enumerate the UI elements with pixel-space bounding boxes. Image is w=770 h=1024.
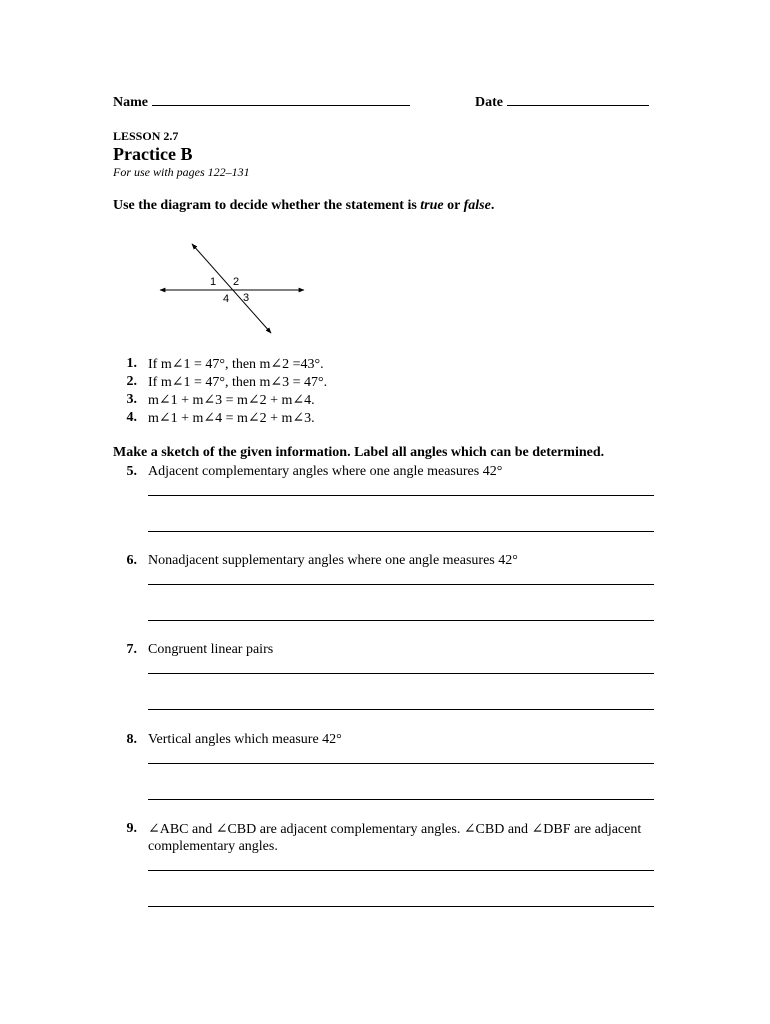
q9-answer-line-1[interactable] <box>148 870 654 871</box>
date-blank[interactable] <box>507 94 649 106</box>
q8-answer-line-2[interactable] <box>148 799 654 800</box>
q6-answer-line-2[interactable] <box>148 620 654 621</box>
q9-text-line-1: ∠ABC and ∠CBD are adjacent complementary angles. ∠CBD and ∠DBF are adjacent <box>148 822 642 837</box>
instr-end: . <box>490 198 495 213</box>
q5-answer-line-2[interactable] <box>148 531 654 532</box>
name-label: Name <box>113 95 148 110</box>
q7-number: 7. <box>126 642 137 657</box>
q2-text: If m∠1 = 47°, then m∠3 = 47°. <box>148 375 328 390</box>
q4-text: m∠1 + m∠4 = m∠2 + m∠3. <box>148 411 315 426</box>
page-title: Practice B <box>113 144 193 164</box>
name-field[interactable] <box>113 94 410 111</box>
instr-or: or <box>443 198 464 213</box>
angle-label-1: 1 <box>210 276 217 288</box>
q3-text: m∠1 + m∠3 = m∠2 + m∠4. <box>148 393 315 408</box>
transversal-line <box>192 244 271 333</box>
q7-answer-line-1[interactable] <box>148 673 654 674</box>
section2-instruction: Make a sketch of the given information. Label all angles which can be determined. <box>113 445 605 460</box>
q2-number: 2. <box>126 374 137 389</box>
q8-text: Vertical angles which measure 42° <box>148 732 342 747</box>
angle-label-2: 2 <box>233 276 240 288</box>
q5-number: 5. <box>126 464 137 479</box>
q6-answer-line-1[interactable] <box>148 584 654 585</box>
q5-text: Adjacent complementary angles where one angle measures 42° <box>148 464 503 479</box>
instr-false: false <box>463 198 491 213</box>
q1-text: If m∠1 = 47°, then m∠2 =43°. <box>148 357 324 372</box>
angle-diagram <box>150 236 320 341</box>
angle-label-3: 3 <box>243 292 250 304</box>
q4-number: 4. <box>126 410 137 425</box>
q6-number: 6. <box>126 553 137 568</box>
q1-number: 1. <box>126 356 137 371</box>
q9-number: 9. <box>126 821 137 836</box>
q7-text: Congruent linear pairs <box>148 642 274 657</box>
date-field[interactable] <box>475 94 649 111</box>
q8-number: 8. <box>126 732 137 747</box>
lesson-label: LESSON 2.7 <box>113 129 179 143</box>
q8-answer-line-1[interactable] <box>148 763 654 764</box>
pages-note: For use with pages 122–131 <box>113 165 250 179</box>
angle-label-4: 4 <box>223 293 230 305</box>
q5-answer-line-1[interactable] <box>148 495 654 496</box>
name-blank[interactable] <box>152 94 410 106</box>
q9-text-line-2: complementary angles. <box>148 839 278 854</box>
section1-instruction <box>113 198 494 214</box>
q7-answer-line-2[interactable] <box>148 709 654 710</box>
q6-text: Nonadjacent supplementary angles where one angle measures 42° <box>148 553 518 568</box>
q3-number: 3. <box>126 392 137 407</box>
q9-answer-line-2[interactable] <box>148 906 654 907</box>
instr-pre: Use the diagram to decide whether the statement is <box>113 198 421 213</box>
date-label: Date <box>475 95 503 110</box>
instr-true: true <box>420 198 444 213</box>
